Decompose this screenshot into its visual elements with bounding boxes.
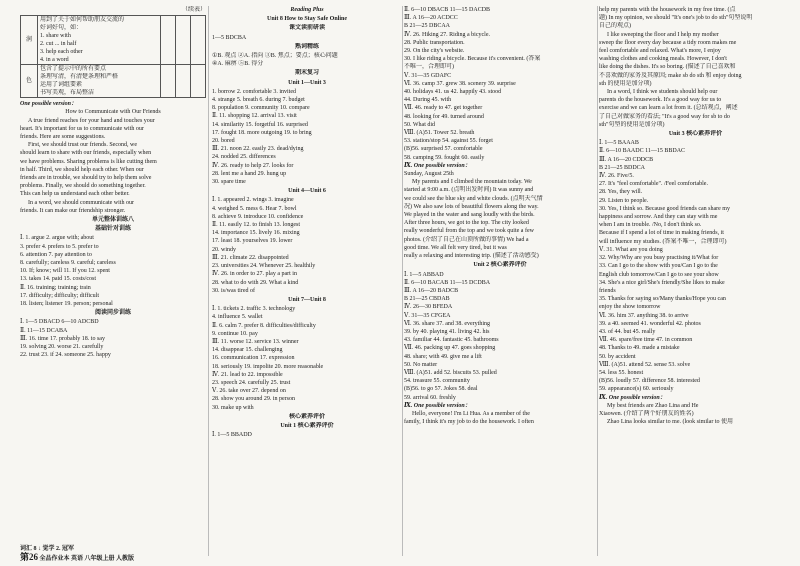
answer-line: B 21—25 BDDCA — [599, 164, 646, 171]
answer-line: I like sweeping the floor and I help my mother — [607, 31, 719, 38]
section-heading: Unit 7—Unit 8 — [288, 296, 326, 303]
answer-line: when I am in trouble. /No, I don't think so. — [599, 222, 702, 229]
blank-cell — [176, 16, 191, 65]
column-divider — [402, 6, 403, 556]
answer-line: enjoy the show tomorrow — [599, 304, 661, 311]
answer-line: like doing the dishes. It's so boring. (描述了自己喜欢和 — [599, 64, 736, 71]
answer-line: 44. During 45. with — [404, 97, 452, 104]
answer-line: Ⅲ. A 16—20 ACDCC — [404, 15, 458, 22]
page-footer — [20, 545, 134, 563]
answer-line: 40. holidays 41. us 42. happily 43. stood — [404, 89, 502, 96]
essay-body — [20, 117, 206, 215]
answer-line: 4. weighed 5. mess 6. Hear 7. bowl — [212, 205, 297, 212]
essay-line: friends. Here are some suggestions. — [20, 134, 106, 141]
criteria-line: 条理写清，有清楚条理和严格 — [40, 74, 119, 81]
answer-line: good time. We all felt very tired, but it was — [404, 244, 507, 251]
answer-line: Sunday, August 25th — [404, 171, 454, 178]
answer-line: Ⅱ. 11. easily 12. to finish 13. longest — [212, 222, 301, 229]
blank-cell — [191, 65, 206, 98]
answer-line: 30. I like riding a bicycle. Because it's convenient. (答案 — [404, 56, 541, 63]
essay-line: heart. It's important for us to communicate with our — [20, 125, 144, 132]
essay-line: friends are in trouble, we should try to help them solve — [20, 175, 152, 182]
answer-line: Ⅸ. One possible version： — [599, 394, 666, 401]
answer-line: 10. If; know; will 11. If you 12. spent — [20, 268, 110, 275]
answer-line: 17. fought 18. more outgoing 19. to bring — [212, 129, 312, 136]
answer-line: 28. Yes, they will. — [599, 189, 643, 196]
answer-line: sth 的使用是加分项) — [599, 80, 652, 87]
answer-line: Ⅴ. 26. take over 27. depend on — [212, 388, 286, 395]
answer-line: Ⅵ. 36. camp 37. grew 38. scenery 39. surprise — [404, 80, 516, 87]
section-heading: 阅读同步训练 — [94, 310, 131, 317]
answer-line: Ⅳ. 26. Hiking 27. Riding a bicycle. — [404, 31, 490, 38]
answer-line: family, I think it's my job to do the housework. I often — [404, 419, 534, 426]
criteria-line: 4. in a word — [40, 57, 69, 64]
answer-line: 28. show you around 29. in person — [212, 396, 295, 403]
answer-line: 4. influence 5. wallet — [212, 314, 263, 321]
section-heading: 期末复习 — [294, 70, 319, 77]
answer-line: friends — [599, 287, 616, 294]
answer-line: We played in the water and sang loudly with the birds. — [404, 212, 535, 219]
answer-line: washing clothes and cooking meals. However, I don't — [599, 56, 727, 63]
criteria-line: 2. cut ... in half — [40, 41, 77, 48]
essay-line: friends. It can make our friendship stronger. — [20, 207, 126, 214]
answer-line: After three hours, we got to the top. The city looked — [404, 220, 529, 227]
book-title: 全品作业本 英语 八年级上册 人教版 — [39, 555, 135, 562]
answer-line: 28. what to do with 29. What a kind — [212, 279, 299, 286]
answer-line: 不唯一，合理即可) — [404, 64, 454, 71]
answer-line: 29. On the city's website. — [404, 48, 465, 55]
criteria-cell — [38, 65, 161, 98]
criteria-line: 3. help each other — [40, 49, 83, 56]
answer-line: 1. borrow 2. comfortable 3. invited — [212, 88, 296, 95]
answer-line: Ⅲ. A 16—20 CDDCB — [599, 156, 654, 163]
essay-line: First, we should trust our friends. Second, we — [28, 142, 137, 149]
answer-line: 8. population 9. community 10. compare — [212, 105, 310, 112]
one-possible-version: One possible version： — [20, 101, 78, 108]
answer-line: Ⅸ. One possible version： — [404, 162, 471, 169]
answer-line: Ⅱ. 6—10 DBACB 11—15 DACDB — [404, 7, 491, 13]
answer-line: 30. is/was tired of — [212, 287, 255, 294]
answer-line: English club tomorrow/Can I go to see your show — [599, 271, 719, 278]
answer-line: B 21—25 DBCAA — [404, 23, 451, 30]
answer-line: Ⅳ. 26. Five/5. — [599, 173, 634, 180]
answer-line: 48. share; with 49. give me a lift — [404, 353, 482, 360]
answer-line: Ⅳ. 26. in order to 27. play a part in — [212, 271, 297, 278]
blank-cell — [191, 16, 206, 65]
answer-line: 不喜欢做的家务及其原因; make sb do sth 和 enjoy doing — [599, 72, 742, 79]
answer-line: Ⅶ. 46. spare/free time 47. in common — [599, 337, 693, 344]
answer-line: 4. strange 5. breath 6. during 7. budget — [212, 97, 305, 104]
answer-line: Ⅱ. 6. calm 7. prefer 8. difficulties/difficulty — [212, 322, 316, 329]
answer-line: ④A. 麻痹 ⑤B. 得分 — [212, 61, 264, 68]
answer-line: 19. solving 20. worse 21. carefully — [20, 344, 104, 351]
answer-line: Ⅱ. 6—10 BAADC 11—15 BBDAC — [599, 148, 686, 155]
blank-cell — [176, 65, 191, 98]
answer-line: 23. speech 24. carefully 25. trust — [212, 379, 291, 386]
footer-small: 词汇 8 ↓ 觉学 2. 冠军 — [20, 545, 75, 552]
essay-line: A true friend reaches for your hand and touches your — [28, 117, 155, 124]
answer-line: 9. continue 10. pay — [212, 330, 258, 337]
answer-line: Ⅳ. 21. lead to 22. impossible — [212, 371, 283, 378]
answer-line: 16. communication 17. expression — [212, 355, 295, 362]
essay-line: in half. Third, we should help each other. When our — [20, 166, 144, 173]
answer-line: 8. achieve 9. introduce 10. confidence — [212, 213, 304, 220]
answer-line: Ⅰ. 1—5 ABBAD — [404, 271, 444, 278]
answer-line: 48. looking for 49. turned around — [404, 113, 484, 120]
answer-line: (B)56. loudly 57. difference 58. interested — [599, 378, 700, 385]
answer-line: sth"句型的使用是加分项) — [599, 121, 665, 128]
section-heading: 熟词精练 — [294, 43, 319, 50]
answer-line: we could see the blue sky and white clouds. (点明天气情 — [404, 195, 543, 202]
answer-line: In a word, I think we students should help our — [607, 89, 718, 96]
answer-line: 6. attention 7. pay attention to — [20, 251, 92, 258]
answer-line: 17. difficulty; difficulty; difficult — [20, 292, 99, 299]
column-3 — [404, 6, 596, 426]
answer-line: Ⅰ. 1. tickets 2. traffic 3. technology — [212, 306, 296, 313]
answer-line: 50. No matter — [404, 361, 438, 368]
answer-line: 50. by accident — [599, 353, 636, 360]
answer-line: 27. It's "feel comfortable". /Feel comfortable. — [599, 181, 708, 188]
answer-line: My parents and I climbed the mountain today. We — [412, 179, 532, 186]
section-heading: Unit 1—Unit 3 — [288, 79, 326, 86]
criteria-line: 包含了提示中的所有要点 — [40, 66, 107, 73]
continued-label: （续表） — [181, 7, 206, 13]
basic-answers — [20, 234, 206, 308]
answer-line: 14. disappear 15. challenging — [212, 347, 283, 354]
section-heading: 基础针对训练 — [94, 226, 131, 233]
answer-line: exercise and we can learn a lot from it. (总结观点，阐述 — [599, 105, 738, 112]
answer-line: Ⅷ. (A)51. add 52. biscuits 53. pulled — [404, 369, 497, 376]
answer-line: Ⅲ. 16. time 17. probably 18. to say — [20, 335, 105, 342]
answer-line: Ⅱ. 6—10 BACAB 11—15 DCDBA — [404, 279, 491, 286]
answer-line: 14. similarity 15. forgetful 16. surprised — [212, 121, 308, 128]
section-heading: 课文读前研读 — [288, 25, 325, 32]
answer-line: 33. Can I go to the show with you/Can I go to the — [599, 263, 718, 270]
answer-line: 54. treasure 55. community — [404, 378, 470, 385]
answer-line: Ⅲ. 11. worse 12. service 13. winner — [212, 338, 299, 345]
answer-line: 20. bored — [212, 138, 235, 145]
answer-line: 18. listen; listener 19. person; personal — [20, 301, 113, 308]
section-heading: Unit 3 核心素养评价 — [668, 131, 723, 138]
answer-line: 28. lent me a hand 29. hung up — [212, 170, 287, 177]
table-row — [21, 65, 206, 98]
answer-line: Ⅶ. 46. ready to 47. get together — [404, 105, 483, 112]
row-label: 润 — [21, 16, 38, 65]
criteria-line: 1. share with — [40, 33, 71, 40]
answer-line: 30. make up with — [212, 404, 254, 411]
answer-line: Ⅰ. 1—5 DBACD 6—10 ADCBD — [20, 319, 99, 326]
answer-line: 况) We also saw lots of beautiful flowers along the way. — [404, 203, 539, 210]
answer-line: Ⅰ. 1. argue 2. argue with; about — [20, 235, 94, 242]
answer-line: Ⅷ. (A)51. Tower 52. breath — [404, 130, 475, 137]
answer-line: Ⅷ. (A)51. attend 52. sense 53. solve — [599, 361, 691, 368]
scoring-table — [20, 15, 206, 98]
answer-line: 34. She's a nice girl/She's friendly/She likes to make — [599, 279, 725, 286]
column-4 — [599, 6, 792, 426]
answer-line: 59. arrival 60. freshly — [404, 394, 456, 401]
answer-line: 35. Thanks for saying so/Many thanks/Hope you can — [599, 296, 726, 303]
section-heading: Unit 1 核心素养评价 — [280, 422, 334, 429]
answer-line: Zhao Lina looks similar to me. (look similar to 使用 — [607, 419, 733, 426]
answer-line: 39. by 40. playing 41. living 42. his — [404, 328, 490, 335]
answer-line: 30. spare time — [212, 179, 246, 186]
blank-cell — [161, 65, 176, 98]
row-label: 色 — [21, 65, 38, 98]
answer-line: (B)56. surprised 57. comfortable — [404, 146, 483, 153]
answer-line: Ⅳ. 26—30 BFEDA — [404, 304, 453, 311]
criteria-cell — [38, 16, 161, 65]
answer-line: 14. importance 15. lively 16. mixing — [212, 230, 300, 237]
answer-line: 54. less 55. honest — [599, 369, 644, 376]
answer-line: 48. Thanks to 49. made a mistake — [599, 345, 680, 352]
answer-line: (B)56. to go 57. Jokes 58. deal — [404, 386, 478, 393]
answer-line: Ⅲ. A 16—20 BADCB — [404, 287, 459, 294]
answer-line: 了自己对做家务的看法; "It's a good way for sb to do — [599, 113, 730, 120]
answer-line: 53. station/stop 54. against 55. forget — [404, 138, 493, 145]
section-heading: 核心素养评价 — [288, 413, 325, 420]
answer-line: Because if I spend a lot of time in making friends, it — [599, 230, 724, 237]
answer-line: Ⅴ. 31—35 GDAFC — [404, 72, 452, 79]
answer-line: 29. Listen to people. — [599, 197, 649, 204]
answer-line: 39. a 40. seemed 41. wonderful 42. photos — [599, 320, 701, 327]
column-1 — [20, 6, 206, 360]
answer-line: Ⅰ. 1—5 BAAAB — [599, 140, 639, 147]
essay-title: How to Communicate with Our Friends — [65, 109, 161, 116]
answer-line: parents do the housework. It's a good way for us to — [599, 97, 722, 104]
answer-line: Ⅰ. 1—5 BBADD — [212, 432, 252, 439]
answer-line: Ⅵ. 36. share 37. and 38. everything — [404, 320, 491, 327]
answer-line: Ⅰ. 1. appeared 2. wings 3. imagine — [212, 197, 294, 204]
answer-line: photos. (介绍了自己在山顶所做的事情) We had a — [404, 236, 529, 243]
answer-line: ①B. 观点 ②A. 指向 ③B. 焦点；要点；核心问题 — [212, 53, 338, 60]
blank-cell — [161, 16, 176, 65]
answer-line: Ⅱ. 16. training; training; train — [20, 284, 91, 291]
answer-line: Ⅶ. 46. packing up 47. goes shopping — [404, 345, 496, 352]
answer-line: 32. Why/Why are you busy practising it/What for — [599, 255, 719, 262]
answer-line: 18. seriously 19. impolite 20. more reasonable — [212, 363, 324, 370]
essay-line: This can help us understand each other better. — [20, 191, 130, 198]
answer-line: 自己的观点) — [599, 23, 631, 30]
answer-line: Ⅵ. 36. him 37. anything 38. to arrive — [599, 312, 689, 319]
unit-heading: 单元整体训练八 — [91, 217, 134, 224]
answer-line: 17. least 18. yourselves 19. lower — [212, 238, 293, 245]
answer-line: Reading Plus — [290, 7, 324, 13]
answer-line: happiness and sorrow. And they can stay with me — [599, 214, 718, 221]
answer-line: Ⅲ. 21. noon 22. easily 23. dead/dying — [212, 146, 304, 153]
answer-line: Xiaowen. (介绍了两个好朋友的姓名) — [599, 410, 694, 417]
answer-line: 28. Public transportation. — [404, 39, 465, 46]
essay-line: problems. Finally, we should do something together. — [20, 183, 146, 190]
answer-line: 3. prefer 4. prefers to 5. prefer to — [20, 243, 99, 250]
page-number: 第26 — [20, 551, 39, 562]
answer-line: sweep the floor every day because a tidy room makes me — [599, 39, 737, 46]
answer-line: 58. camping 59. fought 60. easily — [404, 154, 485, 161]
answer-line: 23. universities 24. Whenever 25. healthily — [212, 263, 316, 270]
column-divider — [597, 6, 598, 556]
answer-line: Ⅲ. 21. climate 22. disappointed — [212, 254, 289, 261]
essay-line: we have problems. Sharing problems is like cutting them — [20, 158, 157, 165]
answer-line: feel comfortable and relaxed. What's more, I enjoy — [599, 48, 721, 55]
answer-line: B 21—25 CBDAB — [404, 296, 450, 303]
answer-line: 43. familiar 44. fantastic 45. bathrooms — [404, 337, 499, 344]
answer-line: 题) In my opinion, we should "It's one's job to do sth"句型说明 — [599, 15, 753, 22]
table-row — [21, 16, 206, 65]
answer-line: really a relaxing and interesting trip. (描述了活动感受) — [404, 253, 539, 260]
criteria-line: 用到了关于如何帮助朋友交流的 — [40, 17, 125, 24]
answer-line: started at 9:00 a.m. (点明出发时间) It was sunny and — [404, 187, 534, 194]
answer-line: Ⅴ. 31—35 CFGEA — [404, 312, 451, 319]
answer-line: 24. nodded 25. differences — [212, 154, 276, 161]
answer-line: 30. Yes, I think so. Because good friends can share my — [599, 205, 730, 212]
essay-line: In a word, we should communicate with our — [28, 199, 134, 206]
answer-line: Ⅸ. One possible version： — [404, 402, 471, 409]
essay-line: should learn to share with our friends, especially when — [20, 150, 152, 157]
answer-line: Ⅴ. 31. What are you doing — [599, 246, 663, 253]
section-heading: Unit 4—Unit 6 — [288, 188, 326, 195]
answer-line: really wonderful from the top and we took quite a few — [404, 228, 534, 235]
answer-line: 8. carefully; careless 9. careful; careless — [20, 260, 116, 267]
answer-line: My best friends are Zhao Lina and He — [607, 402, 699, 409]
criteria-line: 书写美观，布局整洁 — [40, 90, 95, 97]
answer-line: 59. appearance(s) 60. seriously — [599, 386, 674, 393]
answer-line: Ⅱ. 11—15 DCABA — [20, 327, 68, 334]
answer-line: 50. What did — [404, 121, 436, 128]
answer-line: help my parents with the housework in my free time. (点 — [599, 7, 736, 13]
section-heading: Unit 8 How to Stay Safe Online — [266, 16, 347, 23]
criteria-line: 运用了词组要素 — [40, 82, 83, 89]
reading-answers — [20, 318, 206, 359]
answer-line: will influence my studies. (答案不唯一，合理即可) — [599, 238, 727, 245]
answer-line: 13. takes 14. paid 15. costs/cost — [20, 276, 96, 283]
answer-line: 43. of 44. but 45. really — [599, 328, 656, 335]
criteria-line: 好词好句，如： — [40, 25, 83, 32]
answer-line: 22. trust 23. if 24. someone 25. happy — [20, 352, 111, 359]
column-2 — [212, 6, 402, 439]
answer-line: Ⅱ. 11. shopping 12. arrival 13. visit — [212, 113, 297, 120]
answer-line: Hello, everyone! I'm Li Hua. As a member of the — [412, 410, 530, 417]
answer-line: 20. windy — [212, 246, 236, 253]
answer-line: 1—5 BDCBA — [212, 34, 247, 41]
answer-line: Ⅳ. 26. ready to help 27. looks for — [212, 162, 294, 169]
section-heading: Unit 2 核心素养评价 — [473, 262, 527, 269]
column-divider — [208, 6, 209, 556]
